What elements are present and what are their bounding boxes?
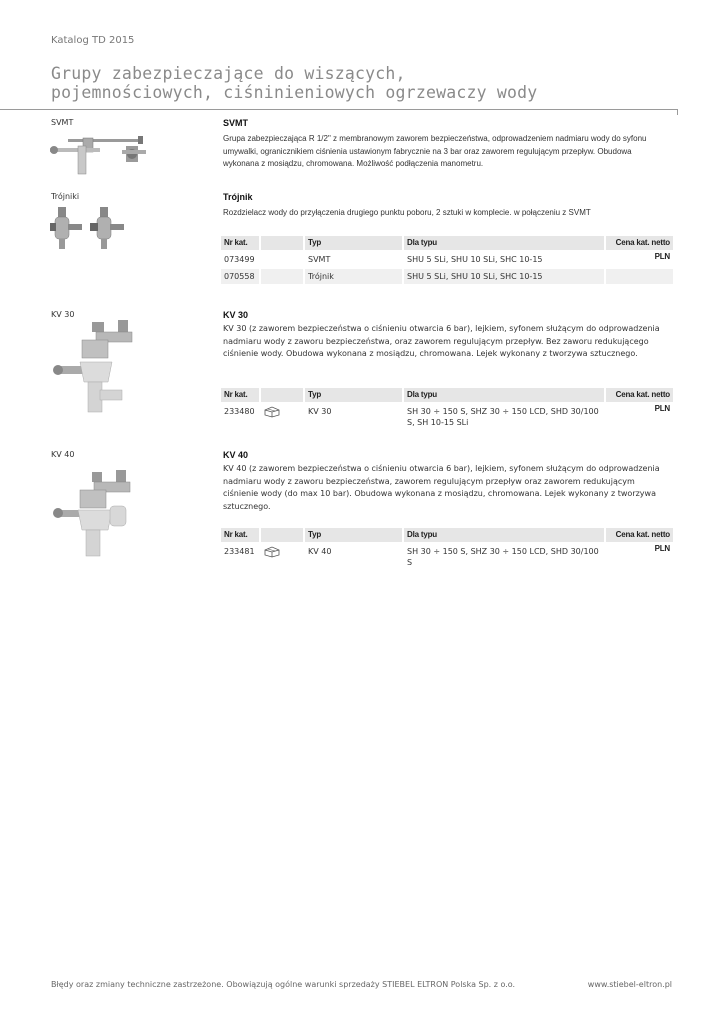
col-dla: Dla typu xyxy=(404,236,604,250)
product-table-2 xyxy=(221,388,673,430)
cell-icon xyxy=(261,269,303,284)
side-label-trojniki: Trójniki xyxy=(51,192,80,201)
table-row xyxy=(221,269,673,284)
cell-nr: 070558 xyxy=(221,269,259,284)
product-table-1 xyxy=(221,236,673,284)
table-row xyxy=(221,252,673,267)
section-title-trojnik: Trójnik xyxy=(223,192,253,202)
cell-typ: KV 30 xyxy=(308,407,332,416)
table-row xyxy=(221,544,673,570)
cell-dla: SH 30 ÷ 150 S, SHZ 30 ÷ 150 LCD, SHD 30/100 S xyxy=(407,547,599,567)
title-rule-tick xyxy=(677,109,678,115)
side-label-svmt: SVMT xyxy=(51,118,74,127)
col-nr: Nr kat. xyxy=(221,236,259,250)
col-typ: Typ xyxy=(305,236,402,250)
section-text-svmt: Grupa zabezpieczająca R 1/2" z membranowym zaworem bezpieczeństwa, odprowadzeniem nadmiaru wody do syfonu umywalki, ogranicznikiem ciśnienia ustawionym fabrycznie na 3 bar oraz zaworem regulującym przepływ. Obudowa wykonana z mosiądzu, chromowana. Możliwość podłączenia manometru. xyxy=(223,134,647,168)
kv40-product-image xyxy=(52,470,142,560)
product-table-3 xyxy=(221,528,673,570)
col-cena: Cena kat. netto PLN xyxy=(606,528,673,542)
cell-icon xyxy=(261,252,303,267)
footer-disclaimer: Błędy oraz zmiany techniczne zastrzeżone. Obowiązują ogólne warunki sprzedaży STIEBEL ELTRON Polska Sp. z o.o. xyxy=(51,980,516,989)
col-typ: Typ xyxy=(305,528,402,542)
col-icon xyxy=(261,236,303,250)
section-text-kv40: KV 40 (z zaworem bezpieczeństwa o ciśnieniu otwarcia 6 bar), lejkiem, syfonem służącym do odprowadzenia nadmiaru wody z zaworu bezpieczeństwa, zaworem regulującym przepływ oraz zaworem redukującym ciśnienie wody (do max 10 bar). Obudowa wykonana z mosiądzu, chromowana. Lejek wykonany z tworzywa sztucznego. xyxy=(223,464,660,511)
page-title-line1: Grupy zabezpieczające do wiszących, xyxy=(51,64,406,83)
cell-cena xyxy=(606,252,673,267)
package-icon xyxy=(261,544,303,570)
svmt-product-image xyxy=(48,132,148,178)
col-icon xyxy=(261,388,303,402)
section-title-kv40: KV 40 xyxy=(223,450,249,460)
side-label-kv40: KV 40 xyxy=(51,450,75,459)
col-dla: Dla typu xyxy=(404,528,604,542)
package-icon xyxy=(261,404,303,430)
side-label-kv30: KV 30 xyxy=(51,310,75,319)
footer-website-link[interactable]: www.stiebel-eltron.pl xyxy=(587,980,672,989)
cell-typ: Trójnik xyxy=(305,269,402,284)
catalog-label: Katalog TD 2015 xyxy=(51,35,135,46)
col-typ: Typ xyxy=(305,388,402,402)
page-title xyxy=(51,64,537,102)
cell-dla: SHU 5 SLi, SHU 10 SLi, SHC 10-15 xyxy=(404,269,604,284)
title-rule xyxy=(0,109,678,110)
cell-nr: 073499 xyxy=(224,255,255,264)
section-text-kv30: KV 30 (z zaworem bezpieczeństwa o ciśnieniu otwarcia 6 bar), lejkiem, syfonem służącym do odprowadzenia nadmiaru wody z zaworu bezpieczeństwa, oraz zaworem regulującym przepływ. Bez zaworu redukującego ciśnienie wody. Obudowa wykonana z mosiądzu, chromowana. Lejek wykonany z tworzywa sztucznego. xyxy=(223,324,660,358)
col-icon xyxy=(261,528,303,542)
cell-typ: KV 40 xyxy=(308,547,332,556)
cell-cena xyxy=(606,269,673,284)
col-dla: Dla typu xyxy=(404,388,604,402)
section-title-kv30: KV 30 xyxy=(223,310,249,320)
kv30-product-image xyxy=(52,318,142,418)
trojnik-product-image xyxy=(50,205,130,250)
section-text-trojnik: Rozdzielacz wody do przyłączenia drugiego punktu poboru, 2 sztuki w komplecie. w połączeniu z SVMT xyxy=(223,208,591,217)
col-nr: Nr kat. xyxy=(221,388,259,402)
cell-dla: SH 30 ÷ 150 S, SHZ 30 ÷ 150 LCD, SHD 30/100 S, SH 10-15 SLi xyxy=(407,407,599,427)
page-title-line2: pojemnościowych, ciśninieniowych ogrzewaczy wody xyxy=(51,83,538,102)
cell-nr: 233481 xyxy=(224,547,255,556)
col-nr: Nr kat. xyxy=(221,528,259,542)
cell-cena xyxy=(606,544,673,570)
cell-dla: SHU 5 SLi, SHU 10 SLi, SHC 10-15 xyxy=(407,255,543,264)
cell-typ: SVMT xyxy=(308,255,331,264)
table-row xyxy=(221,404,673,430)
col-cena: Cena kat. netto PLN xyxy=(606,388,673,402)
col-cena: Cena kat. netto PLN xyxy=(606,236,673,250)
cell-nr: 233480 xyxy=(224,407,255,416)
cell-cena xyxy=(606,404,673,430)
section-title-svmt: SVMT xyxy=(223,118,249,128)
